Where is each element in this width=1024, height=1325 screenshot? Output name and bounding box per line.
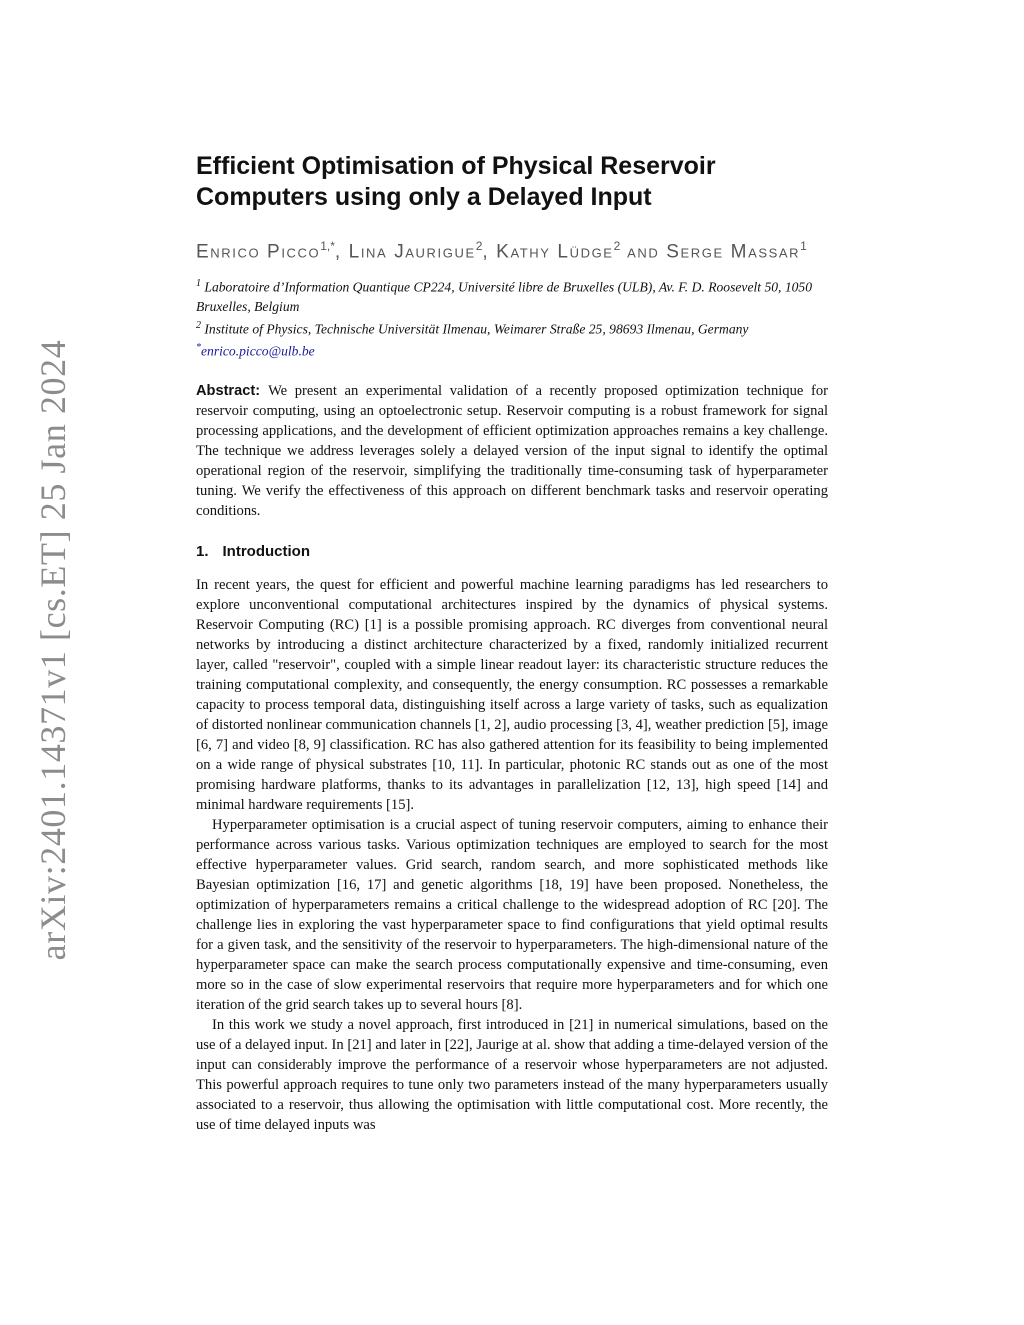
author-name: Lina Jaurigue [348,241,476,263]
section-title: Introduction [222,542,310,560]
affiliation-mark: 2 [196,319,201,331]
author-name: Enrico Picco [196,241,321,263]
body-paragraph: Hyperparameter optimisation is a crucial aspect of tuning reservoir computers, aiming to enhance their performance across various tasks. Various optimization techniques are employed to search for the most effective hyperparameter values. Grid search, random search, and more sophisticated methods like Bayesian optimization [16, 17] and genetic algorithms [18, 19] have been proposed. Nonetheless, the optimization of hyperparameters remains a critical challenge to the widespread adoption of RC [20]. The challenge lies in exploring the vast hyperparameter space to find configurations that yield optimal results for a given task, and the sensitivity of the reservoir to hyperparameters. The high-dimensional nature of the hyperparameter space can make the search process computationally expensive and time-consuming, even more so in the case of slow experimental reservoirs that require more hyperparameters and for which one iteration of the grid search takes up to several hours [8]. [196,816,828,1013]
section-heading-introduction [196,542,828,562]
author-separator: , [482,241,497,263]
affiliation-2 [196,316,828,339]
author-separator: , [334,241,349,263]
corresponding-author [196,338,828,361]
body-paragraph: In this work we study a novel approach, first introduced in [21] in numerical simulations, based on the use of a delayed input. In [21] and later in [22], Jaurige at al. show that adding a time-delayed version of the input can considerably improve the performance of a reservoir whose hyperparameters are not adjusted. This powerful approach requires to tune only two parameters instead of the many hyperparameters usually associated to a reservoir, thus allowing the optimisation with little computational cost. More recently, the use of time delayed inputs was [196,1016,828,1133]
arxiv-identifier-stamp: arXiv:2401.14371v1 [cs.ET] 25 Jan 2024 [33,339,73,961]
author-affiliation-mark: 2 [475,239,483,253]
abstract-label: Abstract: [196,382,261,399]
affiliation-text: Laboratoire d’Information Quantique CP224, Université libre de Bruxelles (ULB), Av. F. D. Roosevelt 50, 1050 Bruxelles, Belgium [196,279,813,314]
affiliations [196,274,828,361]
paper-title: Efficient Optimisation of Physical Reservoir Computers using only a Delayed Input [196,152,716,211]
paper-page-content [196,151,828,1135]
author-name: Serge Massar [666,241,801,263]
author-list [196,235,828,263]
author-affiliation-mark: 1,* [320,239,335,253]
body-paragraph: In recent years, the quest for efficient and powerful machine learning paradigms has led researchers to explore unconventional computational architectures inspired by the dynamics of physical systems. Reservoir Computing (RC) [1] is a possible promising approach. RC diverges from conventional neural networks by introducing a distinct architecture characterized by a fixed, randomly initialized recurrent layer, called "reservoir", coupled with a simple linear readout layer: its characteristic structure reduces the training computational complexity, and consequently, the energy consumption. RC possesses a remarkable capacity to process temporal data, distinguishing itself across a large variety of tasks, such as equalization of distorted nonlinear communication channels [1, 2], audio processing [3, 4], weather prediction [5], image [6, 7] and video [8, 9] classification. RC has also gathered attention for its feasibility to being implemented on a wide range of physical substrates [10, 11]. In particular, photonic RC stands out as one of the most promising hardware platforms, thanks to its advantages in parallelization [12, 13], high speed [14] and minimal hardware requirements [15]. [196,576,828,813]
affiliation-1 [196,274,828,316]
section-number: 1. [196,542,209,560]
author-name: Kathy Lüdge [496,241,614,263]
email-link[interactable]: enrico.picco@ulb.be [201,343,315,359]
affiliation-text: Institute of Physics, Technische Universität Ilmenau, Weimarer Straße 25, 98693 Ilmenau, Germany [204,321,749,337]
corresponding-mark: * [196,342,201,354]
author-affiliation-mark: 1 [800,239,807,253]
abstract-text: We present an experimental validation of a recently proposed optimization technique for reservoir computing, using an optoelectronic setup. Reservoir computing is a robust framework for signal processing applications, and the development of efficient optimization approaches remains a key challenge. The technique we address leverages solely a delayed version of the input signal to identify the optimal operational region of the reservoir, simplifying the traditionally time-consuming task of hyperparameter tuning. We verify the effectiveness of this approach on different benchmark tasks and reservoir operating conditions. [196,382,828,519]
affiliation-mark: 1 [196,278,201,290]
author-affiliation-mark: 2 [613,239,621,253]
abstract [196,381,828,521]
author-separator: and [620,241,667,263]
